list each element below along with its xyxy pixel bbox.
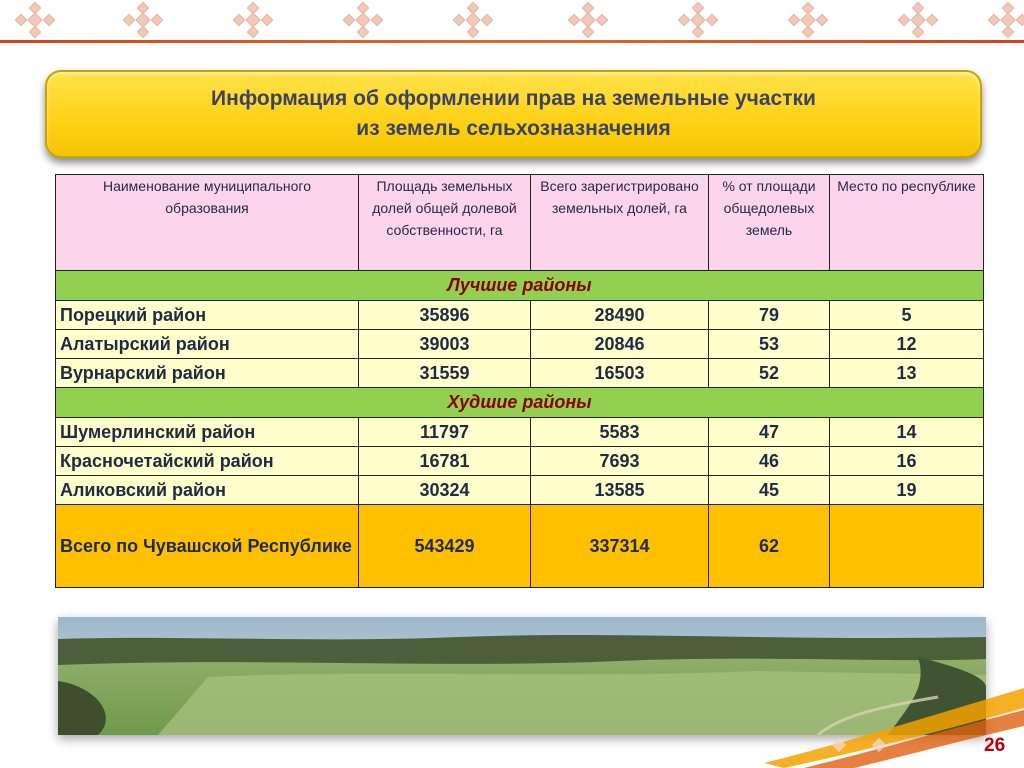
header-municipality: Наименование муниципального образования [56, 175, 359, 271]
cell-area: 11797 [359, 418, 531, 447]
cell-percent: 52 [709, 359, 830, 388]
chuvash-ornament-icon [785, 2, 831, 38]
table-row [56, 418, 984, 447]
table-row [56, 330, 984, 359]
table-row [56, 301, 984, 330]
table-row [56, 476, 984, 505]
title-box [45, 70, 982, 158]
cell-registered: 13585 [531, 476, 709, 505]
header-place: Место по республике [830, 175, 984, 271]
cell-name: Красночетайский район [56, 447, 359, 476]
cell-name: Порецкий район [56, 301, 359, 330]
group-row-worst [56, 388, 984, 418]
cell-registered: 7693 [531, 447, 709, 476]
cell-area: 31559 [359, 359, 531, 388]
cell-area: 39003 [359, 330, 531, 359]
table-row [56, 359, 984, 388]
cell-registered: 5583 [531, 418, 709, 447]
cell-name: Аликовский район [56, 476, 359, 505]
table-row [56, 447, 984, 476]
cell-percent: 79 [709, 301, 830, 330]
chuvash-ornament-icon [12, 2, 58, 38]
cell-place: 19 [830, 476, 984, 505]
chuvash-ornament-icon [340, 2, 386, 38]
total-row [56, 505, 984, 588]
cell-percent: 46 [709, 447, 830, 476]
cell-total-name: Всего по Чувашской Республике [56, 505, 359, 588]
cell-percent: 45 [709, 476, 830, 505]
cell-registered: 20846 [531, 330, 709, 359]
chuvash-ornament-icon [895, 2, 941, 38]
cell-area: 30324 [359, 476, 531, 505]
page-number: 26 [984, 735, 1006, 756]
cell-area: 16781 [359, 447, 531, 476]
cell-place: 16 [830, 447, 984, 476]
header-divider [0, 40, 1024, 43]
cell-place: 13 [830, 359, 984, 388]
cell-registered: 16503 [531, 359, 709, 388]
ornament-band [0, 0, 1024, 42]
cell-total-percent: 62 [709, 505, 830, 588]
header-percent: % от площади общедолевых земель [709, 175, 830, 271]
slide-title-line2: из земель сельхозназначения [356, 117, 671, 140]
land-rights-table [55, 174, 984, 588]
cell-name: Шумерлинский район [56, 418, 359, 447]
header-registered: Всего зарегистрировано земельных долей, га [531, 175, 709, 271]
chuvash-ornament-icon [985, 2, 1024, 38]
cell-registered: 28490 [531, 301, 709, 330]
cell-place: 5 [830, 301, 984, 330]
cell-name: Вурнарский район [56, 359, 359, 388]
table-header-row [56, 175, 984, 271]
cell-total-registered: 337314 [531, 505, 709, 588]
chuvash-ornament-icon [230, 2, 276, 38]
cell-place: 12 [830, 330, 984, 359]
slide-title-line1: Информация об оформлении прав на земельные участки [211, 87, 816, 110]
chuvash-ornament-icon [565, 2, 611, 38]
group-row-best [56, 271, 984, 301]
cell-place: 14 [830, 418, 984, 447]
cell-name: Алатырский район [56, 330, 359, 359]
chuvash-ornament-icon [450, 2, 496, 38]
group-label-worst: Худшие районы [56, 388, 984, 418]
group-label-best: Лучшие районы [56, 271, 984, 301]
cell-total-area: 543429 [359, 505, 531, 588]
chuvash-ornament-icon [120, 2, 166, 38]
cell-total-place [830, 505, 984, 588]
chuvash-ornament-icon [675, 2, 721, 38]
cell-percent: 53 [709, 330, 830, 359]
cell-area: 35896 [359, 301, 531, 330]
cell-percent: 47 [709, 418, 830, 447]
header-area: Площадь земельных долей общей долевой собственности, га [359, 175, 531, 271]
